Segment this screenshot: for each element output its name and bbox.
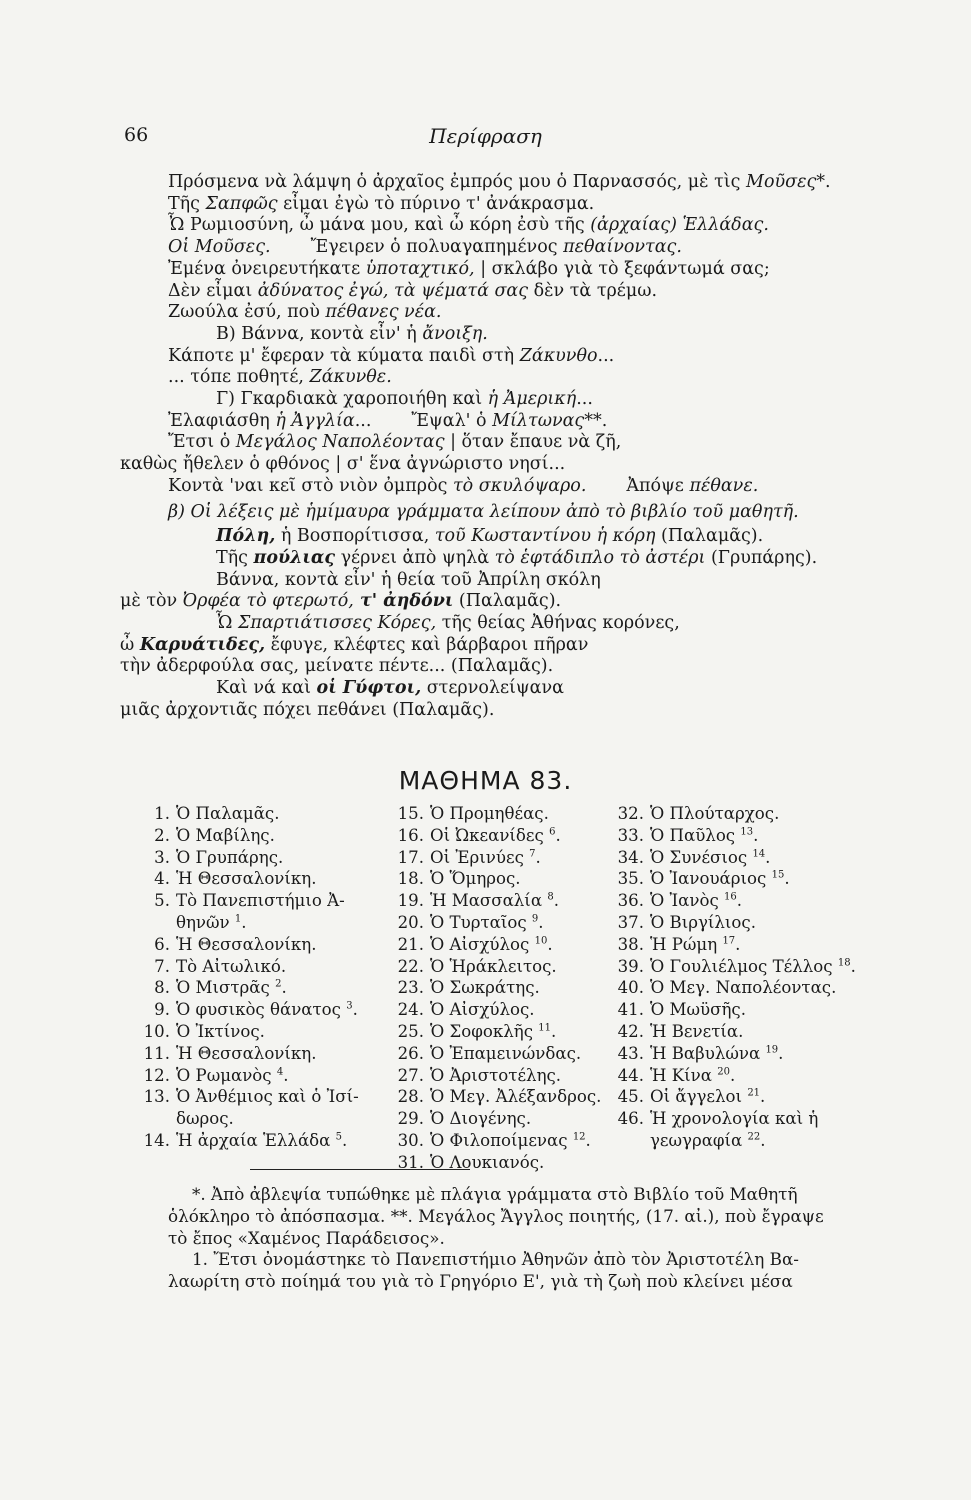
answer-text: Ἡ Θεσσαλονίκη.	[176, 934, 317, 954]
answer-item	[614, 934, 856, 956]
answer-text: Οἱ Ἐρινύες $^7$.	[430, 847, 541, 867]
answer-text: Ὁ Μεγ. Ναπολέοντας.	[650, 978, 837, 998]
answer-text: Ὁ Ἰκτίνος.	[176, 1021, 265, 1041]
answer-number: 35.	[617, 869, 644, 889]
footnote-marker: 7	[529, 848, 536, 860]
answer-item	[614, 803, 856, 825]
answer-number: 41.	[617, 1000, 644, 1020]
lesson-title: ΜΑΘΗΜΑ 83.	[398, 766, 573, 795]
answer-number: 27.	[397, 1065, 424, 1085]
answer-number: 28.	[397, 1087, 424, 1107]
answer-item	[394, 1108, 601, 1130]
text-line: Ἐλαφιάσθη ἡ Ἀγγλία... Ἔψαλ' ὁ Μίλτωνας**.	[168, 410, 608, 431]
answer-text: Ὁ Βιργίλιος.	[650, 912, 756, 932]
answer-text: Ὁ Ἰανουάριος $^{15}$.	[650, 869, 790, 889]
answer-item	[140, 803, 359, 825]
answer-item	[614, 1130, 856, 1152]
answer-text: Ὁ Γρυπάρης.	[176, 847, 284, 867]
answer-number: 43.	[617, 1043, 644, 1063]
answer-number: 2.	[154, 825, 170, 845]
answer-item	[614, 890, 856, 912]
footnote-marker: 12	[572, 1131, 586, 1143]
answer-number: 8.	[154, 978, 170, 998]
footnote-marker: 3	[346, 1000, 353, 1012]
answer-item	[140, 1065, 359, 1087]
footnote-marker: 22	[747, 1131, 761, 1143]
answer-item	[394, 956, 601, 978]
answer-text: Ὁ Παλαμᾶς.	[176, 804, 280, 823]
footnote-marker: 4	[276, 1066, 284, 1078]
answer-number: 38.	[617, 934, 644, 954]
footnotes	[168, 1184, 908, 1293]
answer-number: 45.	[617, 1087, 644, 1107]
text-line: Δὲν εἶμαι ἀδύνατος ἐγώ, τὰ ψέματά σας δὲν τὰ τρέμω.	[168, 280, 658, 301]
answer-item	[140, 1043, 359, 1065]
footnote-marker: 18	[837, 957, 851, 969]
answer-number: 12.	[143, 1065, 170, 1085]
answer-text: Ὁ Μιστρᾶς $^2$.	[176, 978, 287, 998]
answer-item	[140, 890, 359, 912]
answer-text: Ὁ Μαβίλης.	[176, 825, 275, 845]
answer-number: 39.	[617, 956, 644, 976]
answer-number: 16.	[397, 825, 424, 845]
answer-text: Ἡ Βαβυλώνα $^{19}$.	[650, 1043, 784, 1063]
answer-number: 20.	[397, 912, 424, 932]
text-line: Ὦ Σπαρτιάτισσες Κόρες, τῆς θείας Ἀθήνας κορόνες,	[216, 613, 680, 634]
answer-text: Ὁ Ἀριστοτέλης.	[430, 1065, 562, 1085]
answer-item	[614, 1086, 856, 1108]
answer-text: Ἡ χρονολογία καὶ ἡ	[650, 1109, 819, 1129]
footnote-line: 1. Ἔτσι ὀνομάστηκε τὸ Πανεπιστήμιο Ἀθηνῶν ἀπὸ τὸν Ἀριστοτέλη Βα-	[192, 1249, 799, 1270]
answer-item	[614, 1065, 856, 1087]
footnote-marker: 11	[538, 1022, 551, 1034]
answer-number: 30.	[397, 1130, 424, 1150]
answer-number: 34.	[617, 847, 644, 867]
answer-number: 3.	[154, 847, 170, 867]
answer-text: Οἱ ἄγγελοι $^{21}$.	[650, 1087, 766, 1107]
text-line: Βάννα, κοντὰ εἶν' ἡ θεία τοῦ Ἀπρίλη σκόλη	[216, 569, 601, 590]
answer-number: 24.	[397, 1000, 424, 1020]
answer-text: Τὸ Πανεπιστήμιο Ἀ-	[176, 891, 345, 911]
answer-number: 11.	[143, 1043, 170, 1063]
answer-text: Ὁ Ἡράκλειτος.	[430, 956, 557, 976]
answer-number: 13.	[143, 1087, 170, 1107]
text-line: ... τόπε ποθητέ, Ζάκυνθε.	[168, 367, 392, 388]
text-line: Ὦ Ρωμιοσύνη, ὦ μάνα μου, καὶ ὦ κόρη ἐσὺ τῆς (ἀρχαίας) Ἑλλάδας.	[168, 215, 769, 236]
text-line: Τῆς πούλιας γέρνει ἀπὸ ψηλὰ τὸ ἑφτάδιπλο τὸ ἀστέρι (Γρυπάρης).	[216, 547, 818, 568]
answer-column-2	[394, 803, 601, 1174]
text-line: Κοντὰ 'ναι κεῖ στὸ νιὸν ὀμπρὸς τὸ σκυλόψαρο. Ἀπόψε πέθανε.	[168, 475, 759, 496]
answer-text: Ὁ Φιλοποίμενας $^{12}$.	[430, 1130, 591, 1150]
answer-number: 18.	[397, 869, 424, 889]
footnote-line: λαωρίτη στὸ ποίημά του γιὰ τὸ Γρηγόριο Ε', γιὰ τὴ ζωὴ ποὺ κλείνει μέσα	[168, 1271, 793, 1292]
page-number: 66	[124, 124, 149, 146]
answer-column-3	[614, 803, 856, 1152]
main-text	[120, 172, 908, 722]
text-line: Οἱ Μοῦσες. Ἔγειρεν ὁ πολυαγαπημένος πεθαίνοντας.	[168, 237, 682, 258]
answer-item	[394, 912, 601, 934]
answer-number	[614, 1130, 644, 1152]
text-line: τὴν ἀδερφούλα σας, μείνατε πέντε... (Παλαμᾶς).	[120, 656, 554, 677]
answer-number: 15.	[397, 804, 424, 823]
answer-number: 19.	[397, 891, 424, 911]
answer-number: 31.	[397, 1152, 424, 1172]
answer-number: 32.	[617, 804, 644, 823]
answer-number: 17.	[397, 847, 424, 867]
answer-text: δωρος.	[176, 1109, 234, 1129]
footnote-marker: 21	[747, 1087, 761, 1099]
answer-item	[614, 1043, 856, 1065]
answer-text: Ὁ Διογένης.	[430, 1109, 532, 1129]
answer-number: 1.	[154, 804, 170, 823]
answer-item	[394, 999, 601, 1021]
footnote-marker: 20	[717, 1066, 730, 1078]
answer-number: 23.	[397, 978, 424, 998]
answer-item	[394, 847, 601, 869]
text-line: Ἔτσι ὁ Μεγάλος Ναπολέοντας | ὅταν ἔπαυε νὰ ζῆ,	[168, 432, 622, 453]
answer-item	[394, 1086, 601, 1108]
answer-number: 26.	[397, 1043, 424, 1063]
answer-text: Ἡ ἀρχαία Ἑλλάδα $^5$.	[176, 1130, 348, 1150]
text-line: μιᾶς ἀρχοντιᾶς πόχει πεθάνει (Παλαμᾶς).	[120, 699, 495, 720]
answer-number: 46.	[617, 1109, 644, 1129]
footnote-marker: 16	[724, 891, 737, 903]
answer-number: 37.	[617, 912, 644, 932]
answer-number: 6.	[154, 934, 170, 954]
answer-text: Ὁ Ρωμανὸς $^4$.	[176, 1065, 289, 1085]
answer-item	[394, 803, 601, 825]
answer-text: Ὁ Πλούταρχος.	[650, 804, 780, 823]
answer-text: Ὁ Ἰανὸς $^{16}$.	[650, 891, 743, 911]
answer-text: Ὁ Λουκιανός.	[430, 1152, 545, 1172]
answer-text: Ὁ Αἰσχύλος $^{10}$.	[430, 934, 553, 954]
answer-number: 10.	[143, 1021, 170, 1041]
answer-item	[394, 1021, 601, 1043]
text-line: καθὼς ἤθελεν ὁ φθόνος | σ' ἕνα ἀγνώριστο νησί...	[120, 454, 566, 475]
answer-text: Ὁ Σωκράτης.	[430, 978, 540, 998]
answer-number: 40.	[617, 978, 644, 998]
answer-item	[140, 1130, 359, 1152]
answer-text: Ἡ Κίνα $^{20}$.	[650, 1065, 736, 1085]
answer-item	[394, 1152, 601, 1174]
answer-item	[394, 1065, 601, 1087]
answer-item	[140, 956, 359, 978]
answer-number: 14.	[143, 1130, 170, 1150]
answer-number: 21.	[397, 934, 424, 954]
answer-text: Ἡ Θεσσαλονίκη.	[176, 869, 317, 889]
footnote-marker: 2	[275, 978, 282, 990]
answer-number	[140, 1108, 170, 1130]
answer-text: Ὁ Αἰσχύλος.	[430, 1000, 535, 1020]
text-line: β) Οἱ λέξεις μὲ ἡμίμαυρα γράμματα λείπουν ἀπὸ τὸ βιβλίο τοῦ μαθητῆ.	[168, 501, 799, 522]
answer-item	[140, 1108, 359, 1130]
footnote-marker: 14	[752, 848, 766, 860]
answer-text: Ὁ Συνέσιος $^{14}$.	[650, 847, 771, 867]
answer-text: Τὸ Αἰτωλικό.	[176, 956, 287, 976]
answer-text: θηνῶν $^1$.	[176, 912, 247, 932]
answer-item	[140, 825, 359, 847]
answer-item	[614, 912, 856, 934]
footnote-line: ὁλόκληρο τὸ ἀπόσπασμα. **. Μεγάλος Ἄγγλος ποιητής, (17. αἰ.), ποὺ ἔγραψε	[168, 1205, 824, 1226]
footnote-marker: 1	[234, 913, 242, 925]
answer-number: 22.	[397, 956, 424, 976]
answer-number: 36.	[617, 891, 644, 911]
answer-item	[140, 934, 359, 956]
answer-text: Ὁ Μωϋσῆς.	[650, 1000, 746, 1020]
answer-number: 4.	[154, 869, 170, 889]
answer-number: 25.	[397, 1021, 424, 1041]
answer-text: γεωγραφία $^{22}$.	[650, 1130, 766, 1150]
text-line: Κάποτε μ' ἔφεραν τὰ κύματα παιδὶ στὴ Ζάκυνθο...	[168, 345, 615, 366]
answer-number: 29.	[397, 1109, 424, 1129]
answer-number: 33.	[617, 825, 644, 845]
answer-item	[140, 912, 359, 934]
answer-text: Ὁ Τυρταῖος $^9$.	[430, 912, 544, 932]
text-line: Ἐμένα ὀνειρευτήκατε ὑποταχτικό, | σκλάβο γιὰ τὸ ξεφάντωμά σας;	[168, 258, 770, 279]
answer-item	[140, 977, 359, 999]
answer-item	[140, 1086, 359, 1108]
answer-item	[394, 890, 601, 912]
answer-text: Ὁ Παῦλος $^{13}$.	[650, 825, 759, 845]
answer-text: Ὁ Ὅμηρος.	[430, 869, 521, 889]
answer-item	[394, 934, 601, 956]
answer-number	[140, 912, 170, 934]
answer-text: Ἡ Ρώμη $^{17}$.	[650, 934, 741, 954]
answer-number: 9.	[154, 1000, 170, 1020]
answer-text: Ἡ Βενετία.	[650, 1021, 744, 1041]
answer-item	[394, 1130, 601, 1152]
answer-text: Ἡ Μασσαλία $^8$.	[430, 891, 559, 911]
text-line: Καὶ νά καὶ οἱ Γύφτοι, στερνολείψανα	[216, 678, 564, 699]
answer-text: Ὁ Προμηθέας.	[430, 804, 549, 823]
answer-item	[140, 999, 359, 1021]
answer-number: 7.	[154, 956, 170, 976]
answer-item	[394, 977, 601, 999]
answer-text: Ὁ Ἀνθέμιος καὶ ὁ Ἰσί-	[176, 1087, 359, 1107]
answer-item	[140, 1021, 359, 1043]
footnote-divider	[250, 1169, 470, 1170]
text-line: Πρόσμενα νὰ λάμψη ὁ ἀρχαῖος ἐμπρός μου ὁ Παρνασσός, μὲ τὶς Μοῦσες*.	[168, 172, 831, 192]
answer-item	[614, 1021, 856, 1043]
answer-item	[614, 977, 856, 999]
footnote-marker: 17	[722, 935, 736, 947]
text-line: Γ) Γκαρδιακὰ χαροποιήθη καὶ ἡ Ἀμερική...	[216, 389, 593, 410]
answer-item	[614, 956, 856, 978]
footnote-marker: 10	[534, 935, 548, 947]
answer-item	[614, 868, 856, 890]
answer-item	[614, 847, 856, 869]
answer-item	[394, 825, 601, 847]
answer-item	[394, 1043, 601, 1065]
text-line: Τῆς Σαπφῶς εἶμαι ἐγὼ τὸ πύρινο τ' ἀνάκρασμα.	[168, 193, 595, 214]
footnote-marker: 9	[531, 913, 539, 925]
answer-text: Ὁ Μεγ. Ἀλέξανδρος.	[430, 1087, 602, 1107]
text-line: Ζωούλα ἐσύ, ποὺ πέθανες νέα.	[168, 302, 442, 323]
text-line: μὲ τὸν Ὀρφέα τὸ φτερωτό, τ' ἀηδόνι (Παλαμᾶς).	[120, 591, 562, 612]
footnote-marker: 19	[765, 1044, 779, 1056]
answer-item	[140, 847, 359, 869]
footnote-marker: 6	[549, 826, 556, 838]
answer-text: Ὁ φυσικὸς θάνατος $^3$.	[176, 1000, 358, 1020]
answer-text: Ὁ Ἐπαμεινώνδας.	[430, 1043, 582, 1063]
answer-item	[614, 1108, 856, 1130]
answer-text: Οἱ Ὠκεανίδες $^6$.	[430, 825, 561, 845]
answer-column-1	[140, 803, 359, 1152]
answer-number: 5.	[154, 891, 170, 911]
answer-item	[614, 825, 856, 847]
answer-item	[614, 999, 856, 1021]
footnote-marker: 5	[335, 1131, 342, 1143]
footnote-marker: 13	[740, 826, 754, 838]
footnote-line: τὸ ἔπος «Χαμένος Παράδεισος».	[168, 1227, 445, 1248]
answer-text: Ὁ Γουλιέλμος Τέλλος $^{18}$.	[650, 956, 856, 976]
text-line: Πόλη, ἡ Βοσπορίτισσα, τοῦ Κωσταντίνου ἡ κόρη (Παλαμᾶς).	[216, 526, 764, 547]
answer-number: 42.	[617, 1021, 644, 1041]
text-line: ὦ Καρυάτιδες, ἔφυγε, κλέφτες καὶ βάρβαροι πῆραν	[120, 634, 589, 655]
answer-item	[140, 868, 359, 890]
answer-text: Ἡ Θεσσαλονίκη.	[176, 1043, 317, 1063]
footnote-marker: 8	[547, 891, 554, 903]
answer-item	[394, 868, 601, 890]
footnote-line: *. Ἀπὸ ἀβλεψία τυπώθηκε μὲ πλάγια γράμματα στὸ Βιβλίο τοῦ Μαθητῆ	[192, 1184, 798, 1204]
answer-number: 44.	[617, 1065, 644, 1085]
footnote-marker: 15	[771, 869, 785, 881]
running-title: Περίφραση	[429, 124, 542, 148]
answer-text: Ὁ Σοφοκλῆς $^{11}$.	[430, 1021, 557, 1041]
text-line: Β) Βάννα, κοντὰ εἶν' ἡ ἄνοιξη.	[216, 323, 488, 344]
